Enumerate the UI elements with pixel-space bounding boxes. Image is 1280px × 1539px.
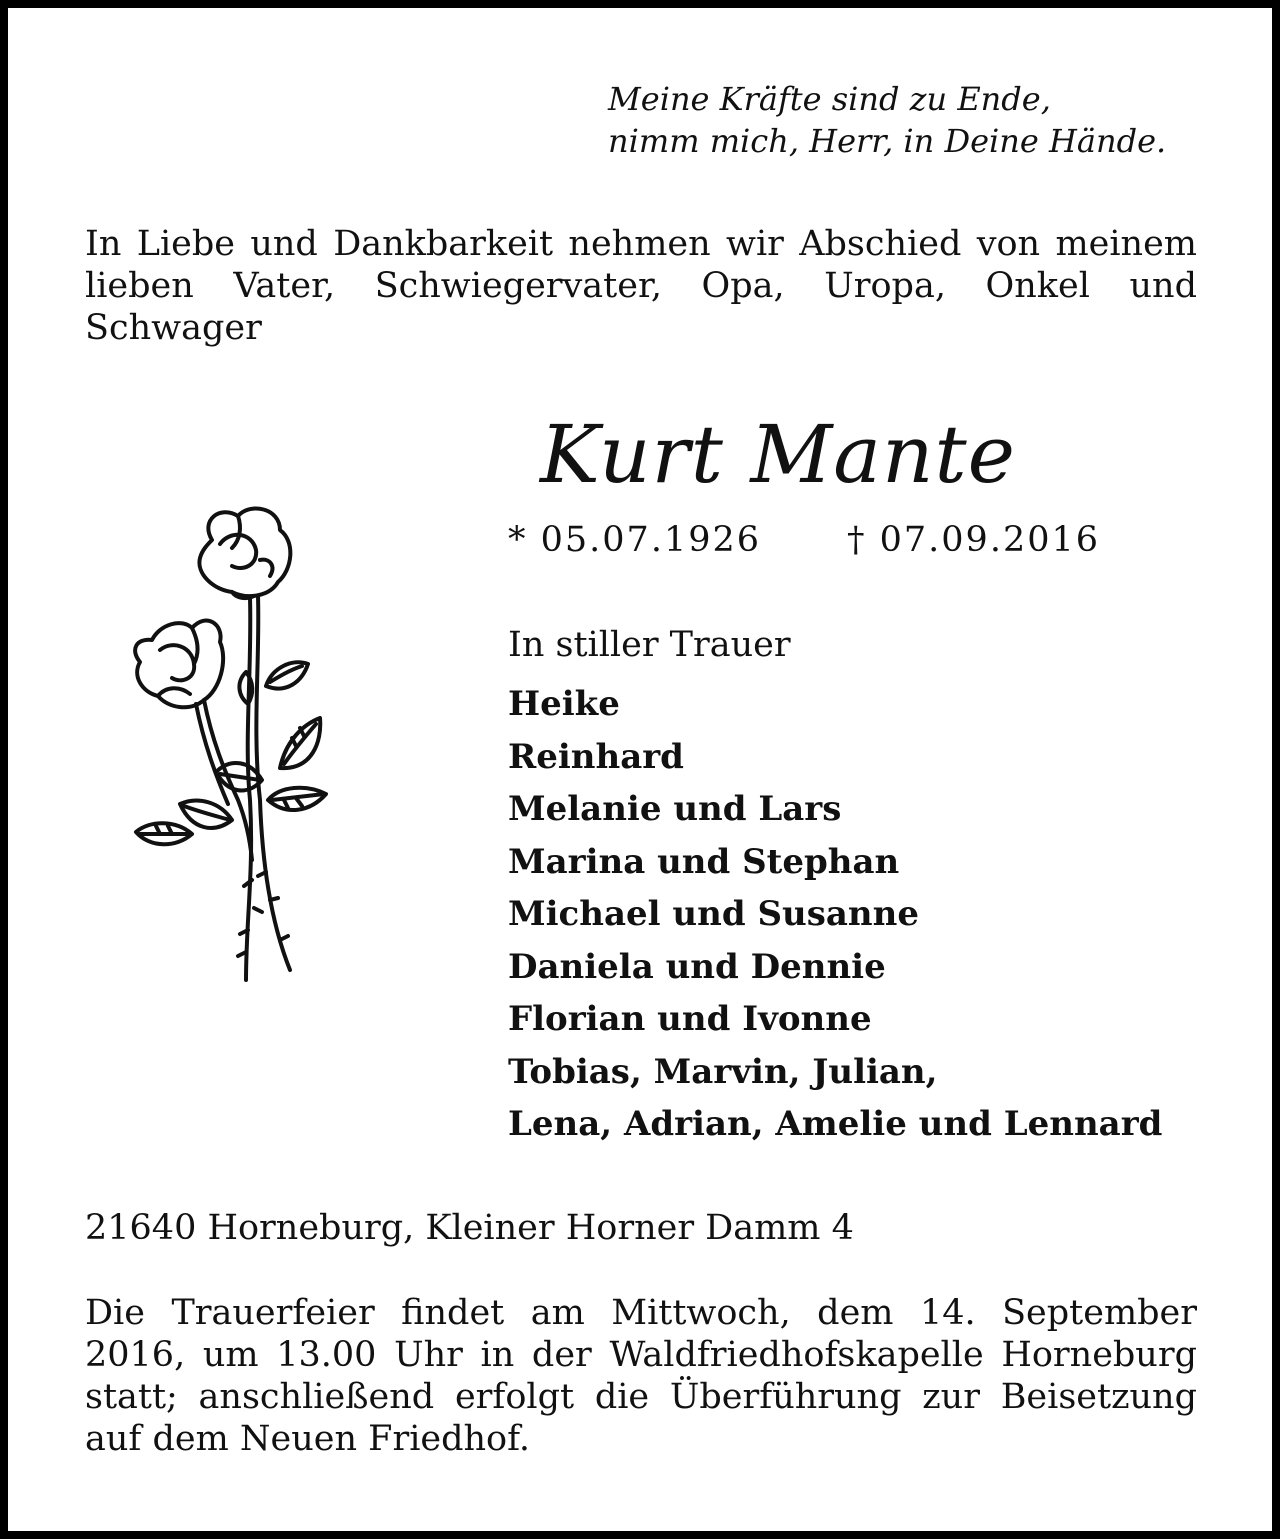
- list-item: Heike: [508, 684, 620, 724]
- birth-date: * 05.07.1926: [508, 520, 762, 560]
- list-item: Marina und Stephan: [508, 841, 900, 882]
- ceremony-text: Die Trauerfeier findet am Mittwoch, dem 14. September 2016, um 13.00 Uhr in der Waldfriedhofskapelle Horneburg statt; anschließend erfolgt die Überführung zur Beisetzung auf dem Neuen Friedhof.: [85, 1293, 1197, 1459]
- list-item: Daniela und Dennie: [508, 946, 886, 987]
- mourners-list: [508, 678, 1162, 1151]
- rose-illustration-icon: [120, 500, 340, 990]
- motto-line-1: Meine Kräfte sind zu Ende,: [608, 80, 1051, 118]
- list-item: Tobias, Marvin, Julian,: [508, 1051, 938, 1092]
- list-item: Lena, Adrian, Amelie und Lennard: [508, 1104, 1163, 1144]
- intro-text: In Liebe und Dankbarkeit nehmen wir Abschied von meinem lieben Vater, Schwiegervater, Opa, Uropa, Onkel und Schwager: [85, 224, 1197, 348]
- list-item: Reinhard: [508, 736, 684, 777]
- mourning-title: In stiller Trauer: [508, 625, 791, 665]
- motto-verse: [520, 78, 1200, 162]
- address-line: 21640 Horneburg, Kleiner Horner Damm 4: [85, 1208, 854, 1248]
- list-item: Florian und Ivonne: [508, 999, 872, 1039]
- deceased-name: Kurt Mante: [540, 408, 1016, 501]
- list-item: Melanie und Lars: [508, 789, 842, 829]
- death-date: † 07.09.2016: [847, 520, 1101, 560]
- list-item: Michael und Susanne: [508, 894, 919, 934]
- motto-line-2: nimm mich, Herr, in Deine Hände.: [608, 122, 1167, 160]
